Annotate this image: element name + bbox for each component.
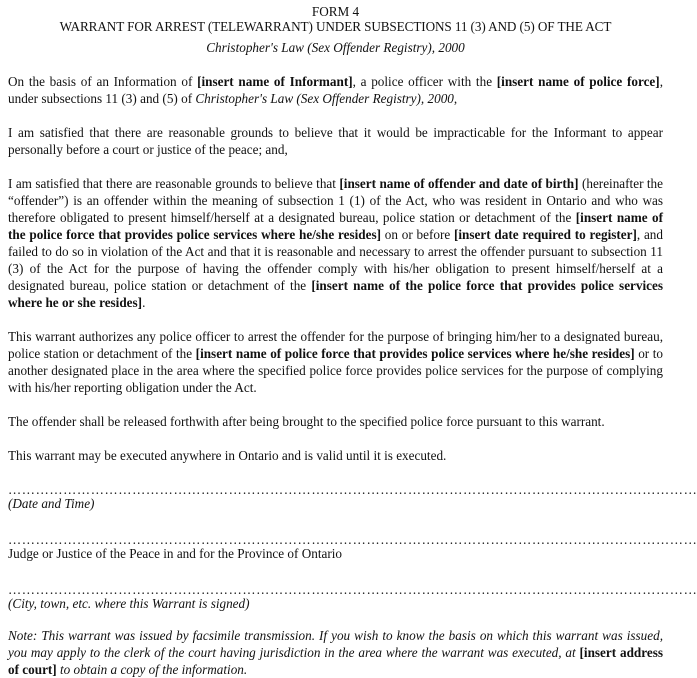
paragraph-text: On the basis of an Information of bbox=[8, 74, 198, 89]
placeholder-court-address: [insert address of court] bbox=[8, 645, 663, 677]
placeholder-offender: [insert name of offender and date of birth] bbox=[339, 176, 579, 191]
statute-reference: Christopher's Law (Sex Offender Registry), 2000 bbox=[195, 91, 454, 106]
paragraph-validity: This warrant may be executed anywhere in Ontario and is valid until it is executed. bbox=[8, 448, 447, 463]
paragraph-text: , under subsections 11 (3) and (5) of bbox=[8, 74, 663, 106]
facsimile-note bbox=[8, 627, 663, 678]
paragraph-text: , bbox=[453, 91, 458, 106]
paragraph-reasonable-grounds bbox=[8, 175, 663, 311]
placeholder-informant: [insert name of Informant] bbox=[197, 74, 353, 89]
paragraph-authorization bbox=[8, 328, 663, 396]
placeholder-police-force-residence: [insert name of police force that provides police services where he/she resides] bbox=[195, 346, 635, 361]
placeholder-registration-date: [insert date required to register] bbox=[453, 227, 637, 242]
warrant-form-document bbox=[8, 0, 697, 678]
paragraph-text: (hereinafter the “offender”) is an offender within the meaning of subsection 1 (1) of the Act, who was resident in Ontario and who was therefore obligated to present himself/herself at a designated bureau, police station or detachment of the bbox=[8, 176, 663, 225]
statute-title: Christopher's Law (Sex Offender Registry), 2000 bbox=[206, 40, 465, 55]
signature-line-date: …………………………………………………………………………………………………………………………………… bbox=[8, 482, 697, 497]
date-time-label: (Date and Time) bbox=[8, 496, 95, 511]
paragraph-text: or to another designated place in the area where the specified police force provides police services for the purpose of complying with his/her reporting obligation under the Act. bbox=[8, 346, 664, 395]
paragraph-text: I am satisfied that there are reasonable grounds to believe that bbox=[8, 176, 340, 191]
placeholder-police-force: [insert name of police force] bbox=[496, 74, 660, 89]
place-label: (City, town, etc. where this Warrant is signed) bbox=[8, 596, 250, 611]
form-number: FORM 4 bbox=[311, 4, 360, 19]
paragraph-text: , a police officer with the bbox=[352, 74, 497, 89]
paragraph-release: The offender shall be released forthwith after being brought to the specified police force pursuant to this warrant. bbox=[8, 414, 605, 429]
form-title: WARRANT FOR ARREST (TELEWARRANT) UNDER SUBSECTIONS 11 (3) AND (5) OF THE ACT bbox=[59, 19, 612, 34]
paragraph-information-basis bbox=[8, 73, 663, 107]
paragraph-impracticable: I am satisfied that there are reasonable grounds to believe that it would be impracticable for the Informant to appear personally before a court or justice of the peace; and, bbox=[8, 125, 663, 157]
placeholder-police-force-residence: [insert name of the police force that provides police services where he/she resides] bbox=[8, 210, 663, 242]
note-text: Note: This warrant was issued by facsimile transmission. If you wish to know the basis on which this warrant was issued, you may apply to the clerk of the court having jurisdiction in the area where the warrant was executed, at bbox=[8, 628, 663, 660]
paragraph-text: . bbox=[142, 295, 146, 310]
paragraph-text: This warrant authorizes any police officer to arrest the offender for the purpose of bringing him/her to a designated bureau, police station or detachment of the bbox=[8, 329, 663, 361]
note-text: to obtain a copy of the information. bbox=[56, 662, 248, 677]
signature-line-place: …………………………………………………………………………………………………………………………………… bbox=[8, 582, 697, 597]
paragraph-text: , and failed to do so in violation of the Act and that it is reasonable and necessary to arrest the offender pursuant to subsection 11 (3) of the Act for the purpose of having the offender comply with his/her obligation to present himself/herself at a designated bureau, police station or detachment of the bbox=[8, 227, 663, 293]
placeholder-police-force-residence: [insert name of the police force that provides police services where he or she resides] bbox=[8, 278, 663, 310]
signature-line-judge: …………………………………………………………………………………………………………………………………… bbox=[8, 532, 697, 547]
judge-label: Judge or Justice of the Peace in and for the Province of Ontario bbox=[8, 546, 342, 561]
paragraph-text: on or before bbox=[380, 227, 454, 242]
